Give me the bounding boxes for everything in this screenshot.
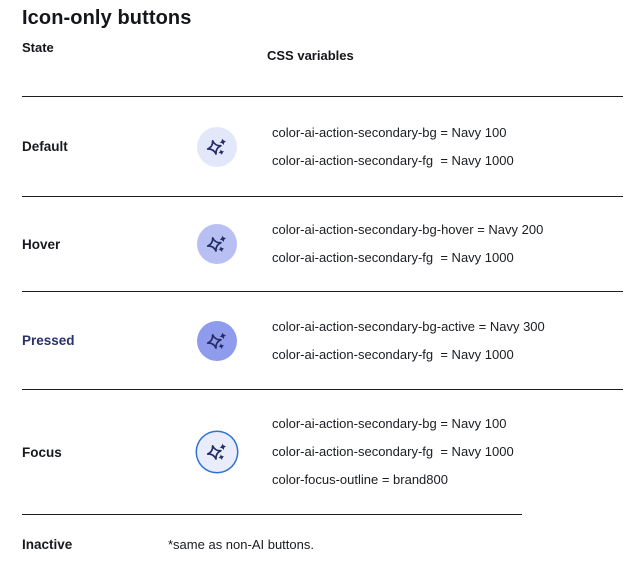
css-variable-line: color-ai-action-secondary-bg = Navy 100 bbox=[272, 416, 507, 431]
css-variable-line: color-ai-action-secondary-bg-hover = Navy 200 bbox=[272, 222, 544, 237]
ai-icon-button-hover[interactable] bbox=[197, 224, 237, 264]
state-label-focus: Focus bbox=[22, 444, 62, 460]
css-variable-line: color-ai-action-secondary-fg = Navy 1000 bbox=[272, 152, 514, 168]
column-header-state: State bbox=[22, 40, 54, 55]
page-title: Icon-only buttons bbox=[22, 7, 192, 29]
css-variables-cell bbox=[267, 119, 623, 175]
icon-cell bbox=[167, 127, 267, 167]
state-label-pressed: Pressed bbox=[22, 333, 75, 348]
ai-sparkle-icon bbox=[205, 329, 229, 353]
state-label-inactive: Inactive bbox=[22, 536, 73, 552]
table-header-row bbox=[22, 30, 623, 96]
css-variables-cell bbox=[267, 410, 623, 494]
icon-cell bbox=[167, 321, 267, 361]
ai-sparkle-icon bbox=[205, 135, 229, 159]
table-row-pressed bbox=[22, 292, 623, 389]
page bbox=[0, 7, 640, 582]
css-variable-line: color-ai-action-secondary-fg = Navy 1000 bbox=[272, 250, 514, 265]
icon-cell bbox=[167, 432, 267, 472]
ai-sparkle-icon bbox=[205, 232, 229, 256]
css-variables-cell bbox=[267, 216, 623, 272]
state-label-default: Default bbox=[22, 139, 68, 154]
icon-cell bbox=[167, 224, 267, 264]
states-table bbox=[22, 30, 623, 573]
css-variable-line: color-ai-action-secondary-fg = Navy 1000 bbox=[272, 444, 514, 459]
inactive-note: *same as non-AI buttons. bbox=[168, 536, 314, 552]
css-variable-line: color-ai-action-secondary-fg = Navy 1000 bbox=[272, 346, 514, 362]
ai-icon-button-pressed[interactable] bbox=[197, 321, 237, 361]
table-row-default bbox=[22, 97, 623, 196]
ai-sparkle-icon bbox=[205, 440, 229, 464]
ai-icon-button-focus[interactable] bbox=[197, 432, 237, 472]
ai-icon-button-default[interactable] bbox=[197, 127, 237, 167]
table-row-focus bbox=[22, 390, 623, 514]
state-label-hover: Hover bbox=[22, 236, 61, 252]
table-row-inactive bbox=[22, 515, 623, 573]
column-header-css-variables: CSS variables bbox=[267, 48, 354, 63]
css-variable-line: color-focus-outline = brand800 bbox=[272, 472, 448, 487]
css-variables-cell bbox=[267, 313, 623, 369]
css-variable-line: color-ai-action-secondary-bg = Navy 100 bbox=[272, 124, 507, 140]
table-row-hover bbox=[22, 197, 623, 291]
css-variable-line: color-ai-action-secondary-bg-active = Navy 300 bbox=[272, 318, 545, 334]
